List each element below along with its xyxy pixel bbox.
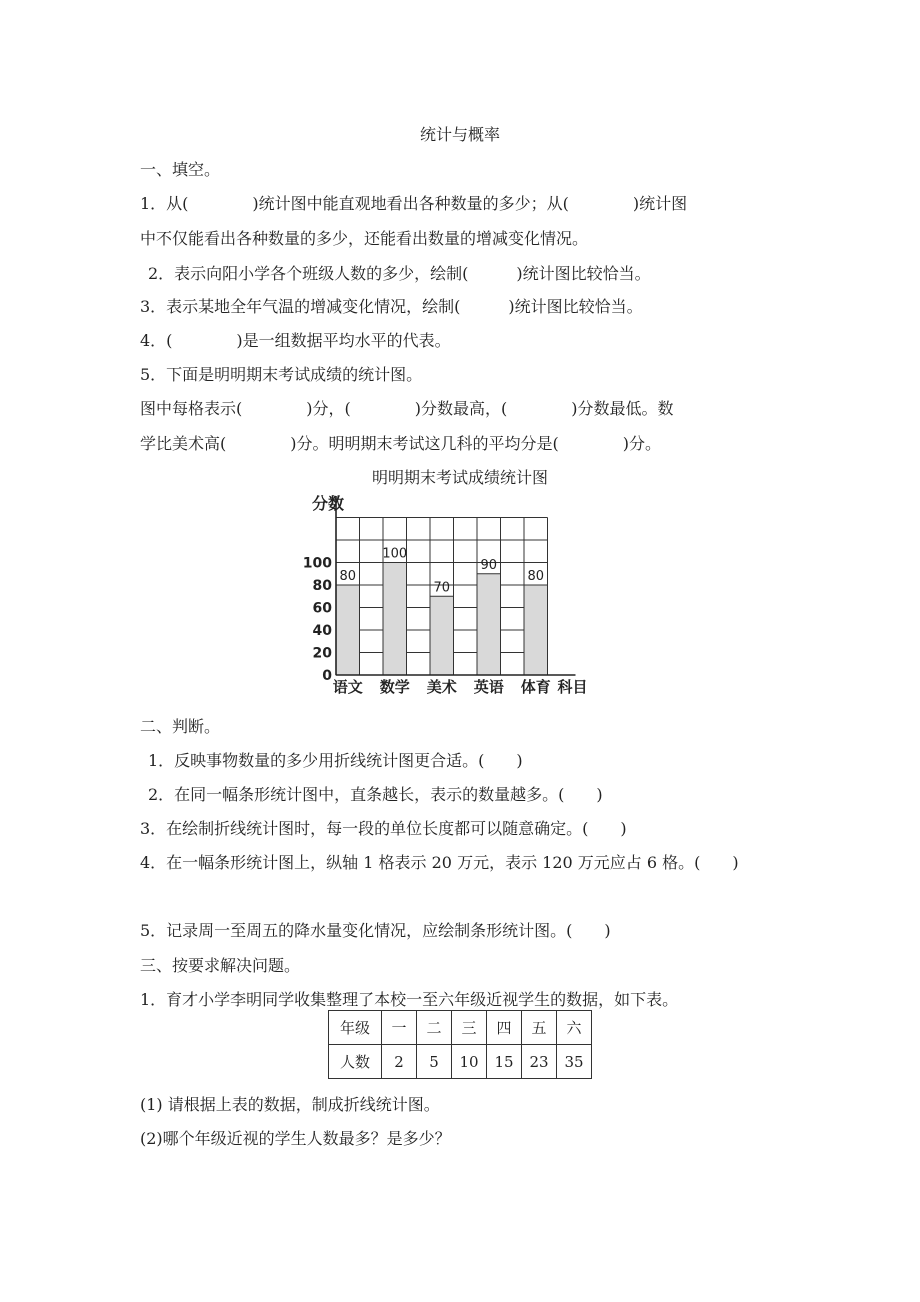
judge-q4: 4．在一幅条形统计图上，纵轴 1 格表示 20 万元，表示 120 万元应占 6 格。( ) xyxy=(140,853,739,872)
y-axis-label: 分数 xyxy=(312,494,345,513)
table-row xyxy=(329,1045,592,1079)
section3-heading: 三、按要求解决问题。 xyxy=(140,956,301,975)
table-cell: 15 xyxy=(487,1045,522,1079)
judge-q1: 1．反映事物数量的多少用折线统计图更合适。( ) xyxy=(148,751,523,770)
page-title: 统计与概率 xyxy=(419,125,500,144)
bar-数学 xyxy=(383,563,407,676)
fill-q5-line2: 学比美术高( )分。明明期末考试这几科的平均分是( )分。 xyxy=(140,434,661,453)
table-cell: 10 xyxy=(452,1045,487,1079)
table-cell: 2 xyxy=(382,1045,417,1079)
table-cell: 5 xyxy=(417,1045,452,1079)
table-cell: 23 xyxy=(522,1045,557,1079)
table-cell: 六 xyxy=(557,1011,592,1045)
table-cell: 四 xyxy=(487,1011,522,1045)
fill-q1-line2: 中不仅能看出各种数量的多少，还能看出数量的增减变化情况。 xyxy=(140,229,589,248)
solve-q1: 1．育才小学李明同学收集整理了本校一至六年级近视学生的数据，如下表。 xyxy=(140,990,679,1009)
x-tick-label: 美术 xyxy=(426,678,457,696)
bar-体育 xyxy=(524,585,548,675)
section2-heading: 二、判断。 xyxy=(140,717,221,736)
y-tick-label: 80 xyxy=(312,578,332,594)
bar-value-label: 80 xyxy=(339,569,357,584)
y-tick-label: 0 xyxy=(322,668,332,684)
judge-q5: 5．记录周一至周五的降水量变化情况，应绘制条形统计图。( ) xyxy=(140,921,611,940)
table-cell: 二 xyxy=(417,1011,452,1045)
score-bar-chart xyxy=(298,488,628,698)
x-tick-label: 体育 xyxy=(520,678,551,696)
fill-q1-line1: 1．从( )统计图中能直观地看出各种数量的多少；从( )统计图 xyxy=(140,194,688,213)
x-tick-label: 数学 xyxy=(379,678,410,696)
section1-heading: 一、填空。 xyxy=(140,160,221,179)
fill-q5: 5．下面是明明期末考试成绩的统计图。 xyxy=(140,365,423,384)
table-header-count: 人数 xyxy=(329,1045,382,1079)
chart-title: 明明期末考试成绩统计图 xyxy=(371,468,548,487)
bar-value-label: 80 xyxy=(527,569,545,584)
fill-q4: 4．( )是一组数据平均水平的代表。 xyxy=(140,331,451,350)
x-axis-label: 科目 xyxy=(557,678,588,696)
bar-value-label: 70 xyxy=(433,580,451,596)
y-tick-label: 100 xyxy=(302,555,332,572)
bar-英语 xyxy=(477,574,501,675)
myopia-data-table xyxy=(328,1010,592,1079)
bar-value-label: 100 xyxy=(382,546,408,562)
table-cell: 三 xyxy=(452,1011,487,1045)
solve-sub2: (2)哪个年级近视的学生人数最多？是多少？ xyxy=(140,1129,451,1148)
bar-value-label: 90 xyxy=(480,557,498,573)
x-tick-label: 英语 xyxy=(473,678,504,696)
y-tick-label: 20 xyxy=(312,645,332,662)
table-cell: 五 xyxy=(522,1011,557,1045)
y-tick-label: 40 xyxy=(312,623,332,639)
fill-q2: 2．表示向阳小学各个班级人数的多少，绘制( )统计图比较恰当。 xyxy=(148,264,651,283)
bar-语文 xyxy=(336,585,360,675)
fill-q5-line1: 图中每格表示( )分，( )分数最高，( )分数最低。数 xyxy=(140,399,674,418)
table-cell: 35 xyxy=(557,1045,592,1079)
table-row xyxy=(329,1011,592,1045)
table-cell: 一 xyxy=(382,1011,417,1045)
solve-sub1: (1) 请根据上表的数据，制成折线统计图。 xyxy=(140,1095,440,1114)
bar-美术 xyxy=(430,596,454,675)
y-tick-label: 60 xyxy=(312,600,332,617)
judge-q3: 3．在绘制折线统计图时，每一段的单位长度都可以随意确定。( ) xyxy=(140,819,627,838)
table-header-grade: 年级 xyxy=(329,1011,382,1045)
judge-q2: 2．在同一幅条形统计图中，直条越长，表示的数量越多。( ) xyxy=(148,785,603,804)
fill-q3: 3．表示某地全年气温的增减变化情况，绘制( )统计图比较恰当。 xyxy=(140,297,643,316)
x-tick-label: 语文 xyxy=(332,678,363,696)
